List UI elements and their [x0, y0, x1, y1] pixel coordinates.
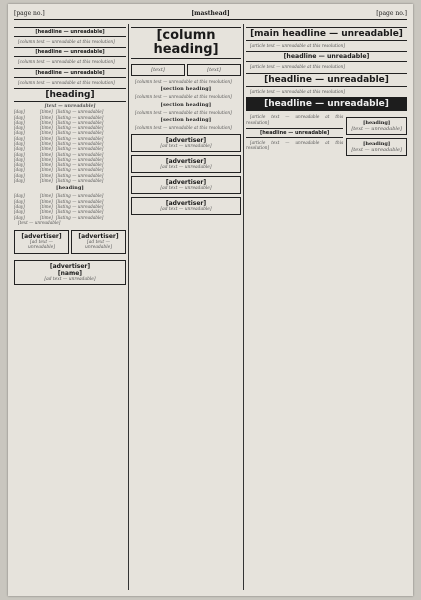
ad-text: [ad text — unreadable] — [160, 186, 212, 192]
paragraph: [column text — unreadable at this resolution] — [18, 59, 115, 65]
ad-name: [advertiser] — [78, 233, 119, 241]
article-body — [246, 140, 343, 151]
program-time: [time] — [40, 125, 53, 131]
program-day: [day] — [14, 193, 25, 199]
ad-text: [ad text — unreadable] — [160, 164, 212, 170]
program-day: [day] — [14, 141, 25, 146]
program-listing: [listing — unreadable] — [56, 203, 104, 209]
ad-text: [ad text — unreadable] — [28, 240, 55, 251]
sidebar-body: [text — unreadable] — [351, 147, 402, 154]
paragraph: [text — unreadable] — [18, 219, 61, 225]
program-time: [time] — [40, 198, 53, 204]
advertisement — [14, 230, 69, 253]
program-time: [time] — [40, 156, 53, 162]
article-headline: [headline — unreadable] — [246, 128, 343, 138]
paragraph: [article text — unreadable at this resolution] — [246, 114, 344, 125]
paragraph: [column text — unreadable at this resolution] — [135, 125, 232, 131]
program-time: [time] — [40, 193, 53, 199]
sidebar-body: [text — unreadable] — [351, 126, 402, 133]
paragraph: [column text — unreadable at this resolution] — [18, 79, 115, 85]
article-headline: [headline — unreadable] — [246, 51, 407, 62]
sidebar-box — [346, 138, 407, 156]
page-header — [14, 7, 407, 20]
program-time: [time] — [40, 178, 53, 184]
column-left — [14, 24, 126, 590]
ad-name: [advertiser] — [165, 200, 207, 208]
program-time: [time] — [40, 203, 53, 209]
ad-name: [advertiser] — [21, 233, 62, 241]
article-headline: [headline — unreadable] — [14, 68, 126, 78]
article-body — [246, 64, 407, 69]
program-day: [day] — [14, 130, 25, 136]
advertisement — [131, 155, 241, 173]
program-list — [14, 193, 126, 219]
program-day: [day] — [14, 156, 25, 162]
ad-title: [advertiser] — [49, 262, 91, 270]
program-listing: [listing — unreadable] — [56, 162, 104, 168]
article-body — [14, 59, 126, 64]
program-listing: [listing — unreadable] — [56, 193, 104, 199]
program-list — [14, 109, 126, 183]
program-day: [day] — [14, 125, 25, 131]
program-time: [time] — [40, 214, 53, 220]
program-listing: [listing — unreadable] — [56, 125, 104, 131]
program-day: [day] — [14, 198, 25, 204]
banner-headline: [headline — unreadable] — [246, 97, 407, 111]
masthead: [masthead] — [191, 9, 230, 17]
ad-text: [ad text — unreadable] — [44, 276, 96, 282]
info-box: [text] — [131, 64, 185, 76]
paragraph: [article text — unreadable at this resolution] — [250, 43, 345, 48]
newspaper-page — [8, 4, 413, 596]
info-box: [text] — [187, 64, 241, 76]
program2-title: [heading] — [55, 185, 84, 192]
advertisement — [131, 197, 241, 215]
program-day: [day] — [14, 172, 25, 178]
page-number-right: [page no.] — [376, 9, 407, 17]
paragraph: [column text — unreadable at this resolution] — [135, 79, 232, 84]
advertisement — [14, 260, 126, 285]
article-body — [14, 39, 126, 44]
column-body — [131, 125, 241, 130]
program-day: [day] — [14, 167, 25, 173]
program-day: [day] — [14, 146, 25, 152]
program-time: [time] — [40, 146, 53, 152]
program-listing: [listing — unreadable] — [56, 209, 104, 215]
article-headline: [headline — unreadable] — [14, 47, 126, 57]
program-time: [time] — [40, 167, 53, 173]
column-rule — [128, 24, 129, 590]
program-listing: [listing — unreadable] — [56, 198, 104, 204]
advertisement — [131, 176, 241, 194]
program-subtitle: [text — unreadable] — [44, 104, 96, 110]
column-title: [column heading] — [131, 27, 241, 59]
article-body — [14, 80, 126, 85]
program-day: [day] — [14, 209, 25, 215]
paragraph: [column text — unreadable at this resolution] — [135, 94, 232, 100]
column-rule — [243, 24, 244, 590]
program-listing: [listing — unreadable] — [56, 141, 104, 146]
ad-name: [advertiser] — [165, 136, 207, 144]
program-day: [day] — [14, 109, 25, 115]
program-time: [time] — [40, 141, 53, 146]
program-title: [heading] — [14, 88, 126, 102]
program-listing: [listing — unreadable] — [56, 178, 104, 184]
sidebar-title: [heading] — [362, 141, 391, 148]
column-right — [246, 24, 407, 590]
program-listing: [listing — unreadable] — [56, 114, 104, 120]
program-listing: [listing — unreadable] — [56, 172, 104, 178]
program-listing: [listing — unreadable] — [56, 119, 104, 125]
paragraph: [article text — unreadable at this resolution] — [250, 88, 345, 94]
program-listing: [listing — unreadable] — [56, 135, 104, 141]
ad-name: [advertiser] — [165, 157, 207, 165]
column-body — [131, 79, 241, 84]
program-listing: [listing — unreadable] — [56, 167, 104, 173]
program-time: [time] — [40, 135, 53, 141]
sidebar-box — [346, 117, 407, 135]
advertisement — [131, 134, 241, 152]
column-body — [131, 94, 241, 99]
article-body — [246, 43, 407, 48]
ad-name: [advertiser] — [165, 179, 207, 187]
column-middle — [131, 24, 241, 590]
main-headline: [main headline — unreadable] — [246, 27, 407, 41]
sidebar-title: [heading] — [362, 120, 391, 127]
ad-text: [ad text — unreadable] — [160, 143, 212, 149]
program-listing: [listing — unreadable] — [56, 156, 104, 162]
section-heading: [section heading] — [160, 117, 212, 124]
ad-name: [name] — [57, 269, 83, 277]
program-day: [day] — [14, 119, 25, 125]
program-row — [14, 178, 126, 183]
paragraph: [column text — unreadable at this resolution] — [18, 39, 115, 44]
program-day: [day] — [14, 162, 25, 168]
program-time: [time] — [40, 151, 53, 157]
section-heading: [section heading] — [160, 101, 212, 108]
program-time: [time] — [40, 162, 53, 168]
article-body — [246, 89, 407, 94]
advertisement — [71, 230, 126, 253]
program-time: [time] — [40, 130, 53, 136]
paragraph: [article text — unreadable at this resolution] — [246, 140, 344, 151]
program-day: [day] — [14, 214, 25, 220]
page-number-left: [page no.] — [14, 9, 45, 17]
program-day: [day] — [14, 178, 25, 184]
program-listing: [listing — unreadable] — [56, 214, 104, 220]
program-listing: [listing — unreadable] — [56, 109, 104, 115]
program-day: [day] — [14, 151, 25, 157]
program-listing: [listing — unreadable] — [56, 130, 104, 136]
program-time: [time] — [40, 119, 53, 125]
program-day: [day] — [14, 114, 25, 120]
program-time: [time] — [40, 114, 53, 120]
section-heading: [section heading] — [160, 86, 212, 93]
article-headline: [headline — unreadable] — [246, 73, 407, 87]
program-time: [time] — [40, 109, 53, 115]
article-headline: [headline — unreadable] — [14, 27, 126, 37]
paragraph: [article text — unreadable at this resolution] — [250, 64, 345, 70]
program-day: [day] — [14, 135, 25, 141]
program-listing: [listing — unreadable] — [56, 146, 104, 152]
paragraph: [column text — unreadable at this resolution] — [135, 109, 232, 115]
program-time: [time] — [40, 209, 53, 215]
program-time: [time] — [40, 172, 53, 178]
program-listing: [listing — unreadable] — [56, 151, 104, 157]
ad-text: [ad text — unreadable] — [160, 207, 212, 213]
ad-text: [ad text — unreadable] — [85, 240, 112, 251]
program-day: [day] — [14, 203, 25, 209]
column-body — [131, 110, 241, 115]
program-footer — [14, 220, 126, 225]
article-body — [246, 114, 343, 125]
